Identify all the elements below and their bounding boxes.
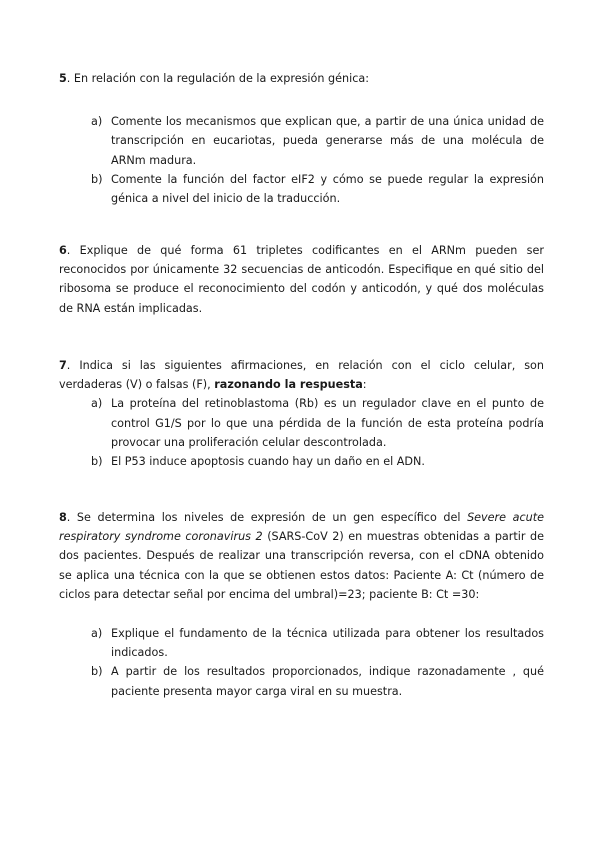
item-marker: b) — [91, 665, 103, 679]
item-marker: b) — [91, 172, 103, 186]
question-5-statement — [59, 69, 544, 88]
item-marker: a) — [91, 397, 103, 411]
question-6 — [59, 241, 544, 318]
list-item — [91, 624, 544, 662]
question-number: 5 — [59, 72, 67, 85]
question-8-items — [59, 624, 544, 701]
item-marker: b) — [91, 455, 103, 469]
item-text: El P53 induce apoptosis cuando hay un daño en el ADN. — [111, 455, 425, 469]
list-item — [91, 170, 544, 208]
list-item — [91, 394, 544, 452]
item-marker: a) — [91, 115, 103, 129]
question-number: 8 — [59, 511, 67, 524]
question-5-items — [59, 112, 544, 208]
question-text: . En relación con la regulación de la expresión génica: — [66, 72, 369, 85]
question-text: . Indica si las siguientes afirmaciones, en relación con el ciclo celular, son verdaderas (V) o falsas (F), — [59, 359, 544, 392]
item-text: A partir de los resultados proporcionados, indique razonadamente , qué paciente presenta mayor carga viral en su muestra. — [111, 665, 544, 698]
question-text-end: : — [362, 378, 367, 392]
question-7-items — [59, 394, 544, 471]
question-number: 6 — [59, 244, 67, 257]
list-item — [91, 662, 544, 700]
question-7-statement — [59, 356, 544, 394]
question-text: . Se determina los niveles de expresión de un gen específico del — [66, 511, 468, 524]
item-marker: a) — [91, 627, 103, 641]
italic-term: Severe acute respiratory syndrome coronavirus 2 — [59, 511, 544, 544]
question-8 — [59, 508, 544, 701]
question-7 — [59, 356, 544, 471]
item-text: Comente la función del factor eIF2 y cómo se puede regular la expresión génica a nivel del inicio de la traducción. — [111, 172, 544, 206]
list-item — [91, 452, 544, 471]
item-text: Comente los mecanismos que explican que, a partir de una única unidad de transcripción en eucariotas, pueda generarse más de una molécula de ARNm madura. — [111, 115, 544, 167]
emphasis-text: razonando la respuesta — [214, 378, 363, 392]
question-text: . Explique de qué forma 61 tripletes codificantes en el ARNm pueden ser reconocidos por únicamente 32 secuencias de anticodón. Especifique en qué sitio del ribosoma se produce el reconocimiento del codón y anticodón, y qué dos moléculas de RNA están implicadas. — [59, 244, 544, 315]
item-text: La proteína del retinoblastoma (Rb) es un regulador clave en el punto de control G1/S por lo que una pérdida de la función de esta proteína podría provocar una proliferación celular descontrolada. — [111, 397, 544, 449]
question-number: 7 — [59, 359, 67, 372]
question-text-end: (SARS-CoV 2) en muestras obtenidas a partir de dos pacientes. Después de realizar una transcripción reversa, con el cDNA obtenido se aplica una técnica con la que se obtienen estos datos: Paciente A: Ct (número de ciclos para detectar señal por encima del umbral)=23; paciente B: Ct =30: — [59, 530, 545, 601]
question-6-statement — [59, 241, 544, 318]
question-5 — [59, 69, 544, 208]
item-text: Explique el fundamento de la técnica utilizada para obtener los resultados indicados. — [111, 627, 544, 660]
list-item — [91, 112, 544, 170]
question-8-statement — [59, 508, 544, 604]
